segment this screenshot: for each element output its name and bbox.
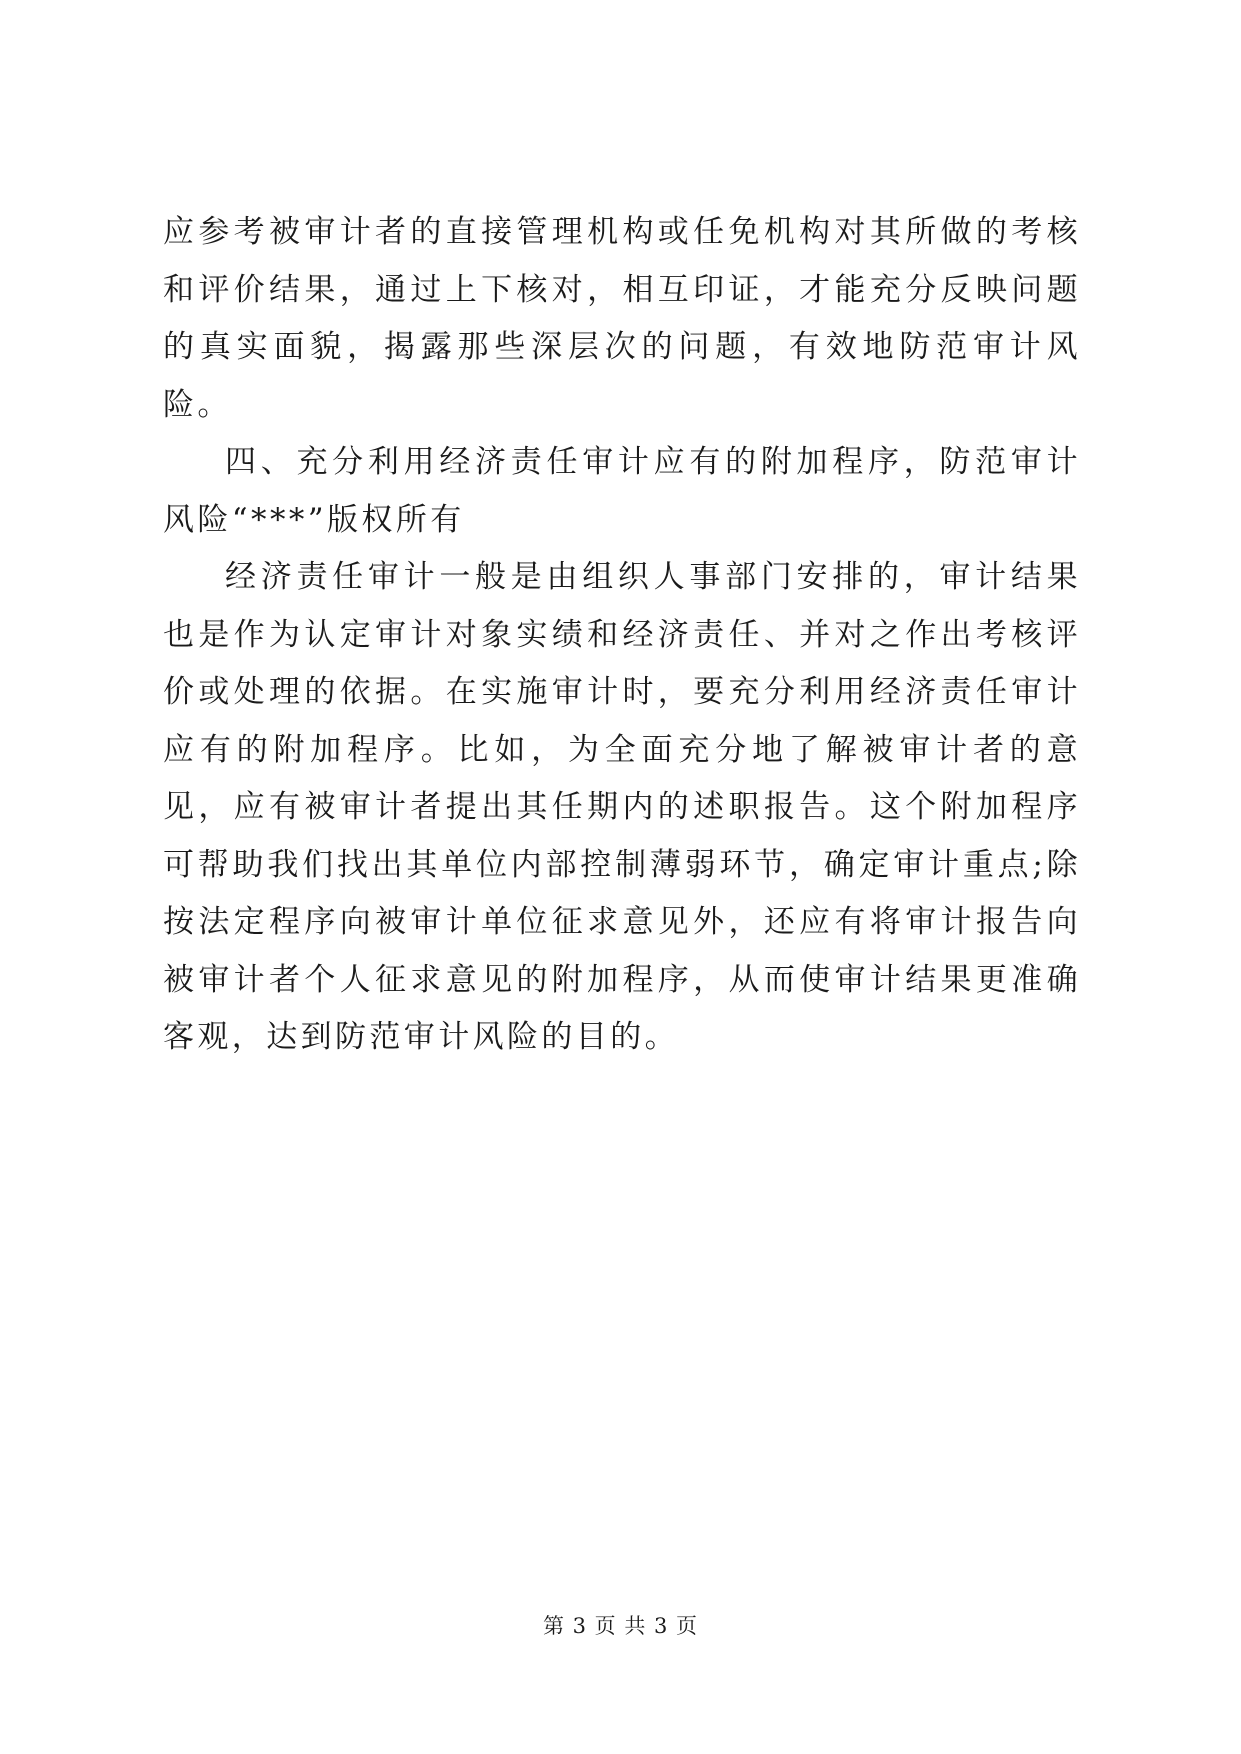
section-heading-four: 四、充分利用经济责任审计应有的附加程序，防范审计风险“***”版权所有 bbox=[163, 444, 1081, 538]
paragraph-continuation: 应参考被审计者的直接管理机构或任免机构对其所做的考核和评价结果，通过上下核对，相互印证，才能充分反映问题的真实面貌，揭露那些深层次的问题，有效地防范审计风险。 bbox=[163, 214, 1081, 423]
document-body bbox=[163, 204, 1081, 1067]
page-number-footer: 第 3 页 共 3 页 bbox=[542, 1614, 699, 1638]
paragraph-body: 经济责任审计一般是由组织人事部门安排的，审计结果也是作为认定审计对象实绩和经济责任、并对之作出考核评价或处理的依据。在实施审计时，要充分利用经济责任审计应有的附加程序。比如，为全面充分地了解被审计者的意见，应有被审计者提出其任期内的述职报告。这个附加程序可帮助我们找出其单位内部控制薄弱环节，确定审计重点;除按法定程序向被审计单位征求意见外，还应有将审计报告向被审计者个人征求意见的附加程序，从而使审计结果更准确客观，达到防范审计风险的目的。 bbox=[163, 559, 1081, 1055]
